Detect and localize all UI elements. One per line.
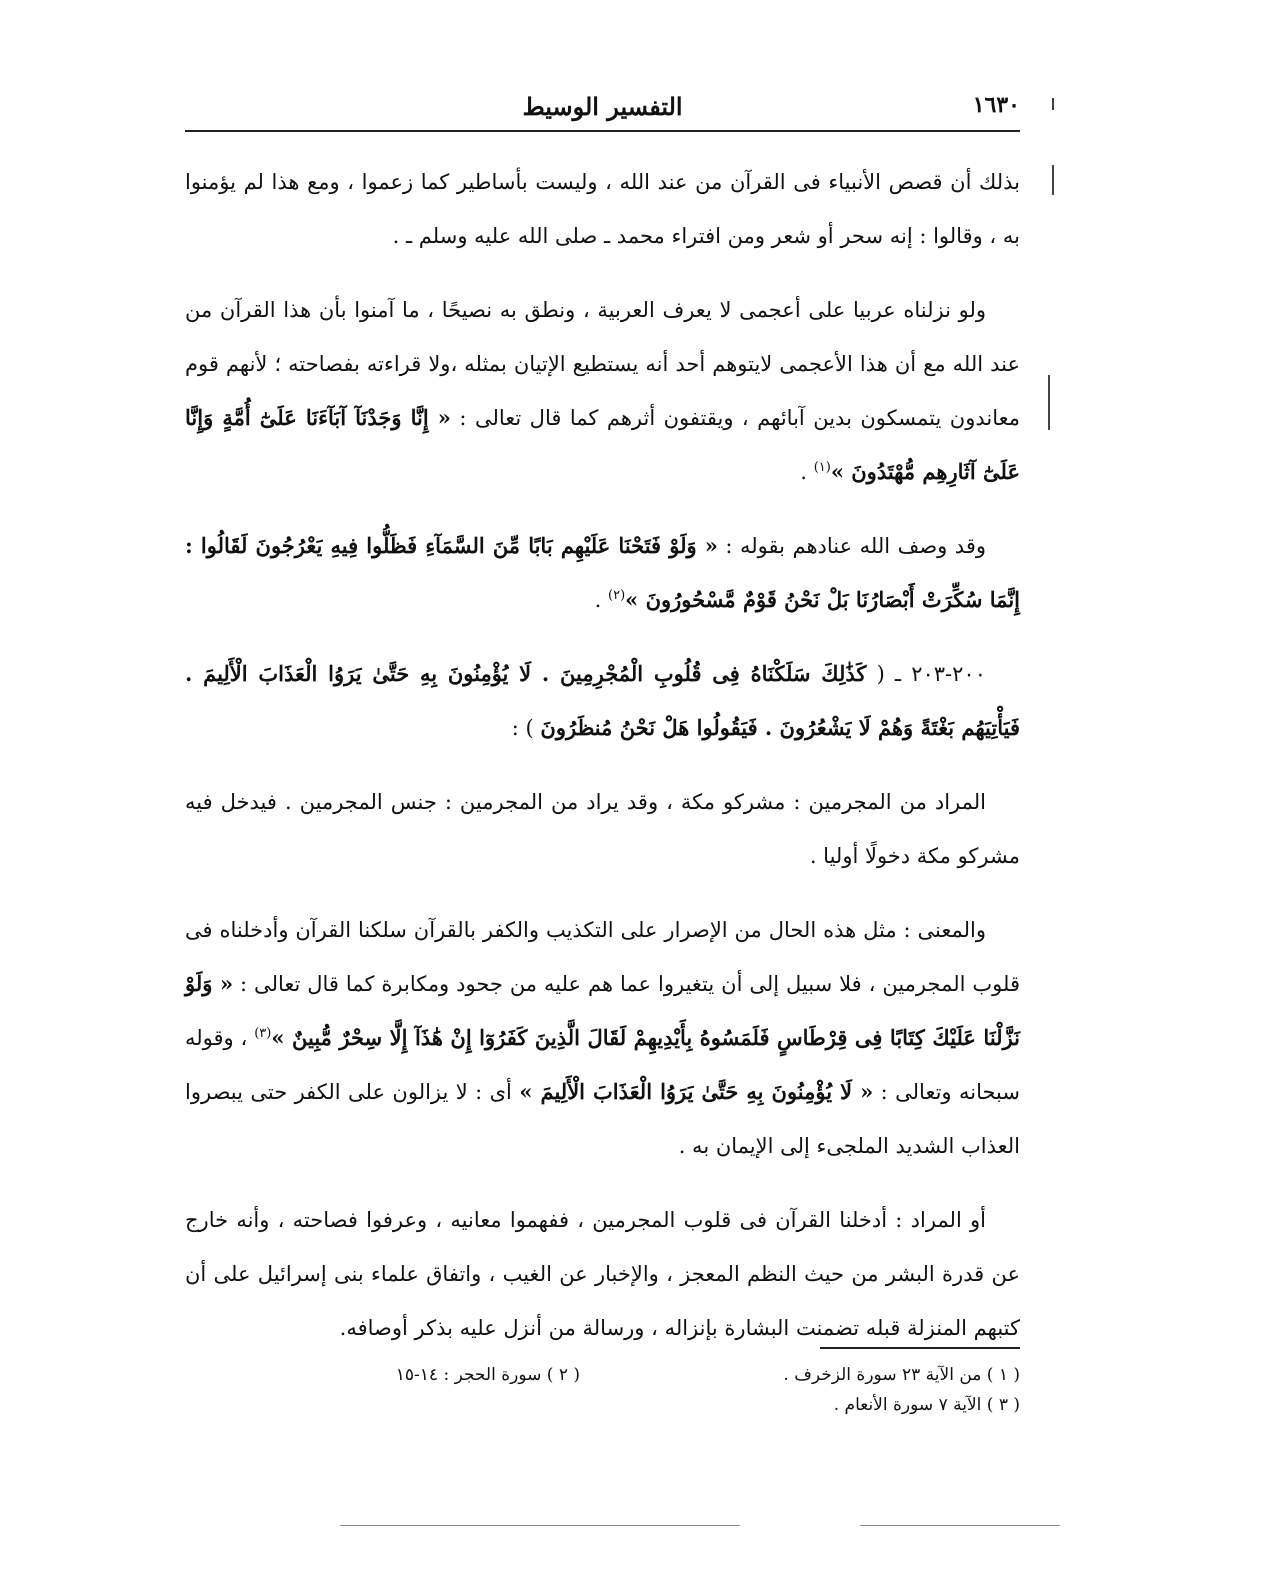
paragraph-text: ، وقوله سبحانه وتعالى : bbox=[185, 1026, 1020, 1104]
paragraph bbox=[185, 155, 1020, 263]
page-number: ١٦٣٠ bbox=[972, 92, 1020, 118]
paragraph-text: . bbox=[800, 460, 807, 484]
paragraph-text: أى : لا يزالون على الكفر حتى يبصروا العذاب الشديد الملجىء إلى الإيمان به . bbox=[185, 1080, 1020, 1158]
quran-verse: كَذَٰلِكَ سَلَكْنَاهُ فِى قُلُوبِ الْمُجْرِمِينَ . لَا يُؤْمِنُونَ بِهِ حَتَّىٰ يَرَوُا الْعَذَابَ الْأَلِيمَ . فَيَأْتِيَهُم بَغْتَةً وَهُمْ لَا يَشْعُرُونَ . فَيَقُولُوا هَلْ نَحْنُ مُنظَرُونَ bbox=[185, 661, 1020, 740]
page-header bbox=[185, 92, 1020, 126]
footnote-row bbox=[185, 1390, 1020, 1420]
paragraph bbox=[185, 283, 1020, 499]
scan-edge-line bbox=[860, 1525, 1060, 1526]
paragraph bbox=[185, 1193, 1020, 1355]
header-rule bbox=[185, 130, 1020, 132]
margin-mark bbox=[1052, 98, 1054, 110]
paragraph-text: . bbox=[594, 588, 602, 612]
footnote-ref: (٢) bbox=[608, 588, 626, 603]
scan-edge-line bbox=[340, 1525, 740, 1526]
footnote-ref: (٣) bbox=[254, 1026, 272, 1041]
running-title: التفسير الوسيط bbox=[522, 92, 683, 121]
body-text bbox=[185, 155, 1020, 1375]
footnote-3: ( ٣ ) الآية ٧ سورة الأنعام . bbox=[833, 1395, 1020, 1415]
quran-verse: « لَا يُؤْمِنُونَ بِهِ حَتَّىٰ يَرَوُا الْعَذَابَ الْأَلِيمَ » bbox=[519, 1079, 874, 1104]
quran-verse: « وَلَوْ فَتَحْنَا عَلَيْهِم بَابًا مِّنَ السَّمَآءِ فَظَلُّوا فِيهِ يَعْرُجُونَ لَقَالُوا : إِنَّمَا سُكِّرَتْ أَبْصَارُنَا بَلْ نَحْنُ قَوْمٌ مَّسْحُورُونَ » bbox=[185, 533, 1020, 612]
footnote-ref: (١) bbox=[813, 460, 831, 475]
quran-verse: « وَلَوْ نَزَّلْنَا عَلَيْكَ كِتَابًا فِى قِرْطَاسٍ فَلَمَسُوهُ بِأَيْدِيهِمْ لَقَالَ الَّذِينَ كَفَرُوٓا إِنْ هَٰذَآ إِلَّا سِحْرٌ مُّبِينٌ » bbox=[185, 971, 1020, 1050]
paragraph-text: أو المراد : أدخلنا القرآن فى قلوب المجرمين ، ففهموا معانيه ، وعرفوا فصاحته ، وأنه خارج عن قدرة البشر من حيث النظم المعجز ، والإخبار عن الغيب ، واتفاق علماء بنى إسرائيل على أن كتبهم المنزلة قبله تضمنت البشارة بإنزاله ، ورسالة من أنزل عليه بذكر أوصافه. bbox=[185, 1208, 1020, 1340]
footnote-rule bbox=[820, 1347, 1020, 1349]
quran-verse: « إِنَّا وَجَدْنَآ آبَآءَنَا عَلَىٰٓ أُمَّةٍ وَإِنَّا عَلَىٰٓ آثَارِهِم مُّهْتَدُونَ » bbox=[185, 405, 1020, 484]
paragraph bbox=[185, 519, 1020, 627]
paragraph bbox=[185, 775, 1020, 883]
margin-mark bbox=[1052, 165, 1054, 195]
paragraph-text: ) : bbox=[511, 716, 534, 740]
paragraph-text: بذلك أن قصص الأنبياء فى القرآن من عند الله ، وليست بأساطير كما زعموا ، ومع هذا لم يؤمنوا به ، وقالوا : إنه سحر أو شعر ومن افتراء محمد ـ صلى الله عليه وسلم ـ . bbox=[185, 170, 1020, 248]
footnote-1: ( ١ ) من الآية ٢٣ سورة الزخرف . bbox=[783, 1365, 1020, 1385]
verse-heading-paragraph bbox=[185, 647, 1020, 755]
paragraph-text: وقد وصف الله عنادهم بقوله : bbox=[725, 534, 986, 558]
footnote-row bbox=[185, 1360, 1020, 1390]
margin-mark bbox=[1048, 375, 1050, 430]
verse-numbers: ٢٠٠-٢٠٣ ـ ( bbox=[876, 662, 986, 686]
paragraph-text: ولو نزلناه عربيا على أعجمى لا يعرف العربية ، ونطق به نصيحًا ، ما آمنوا بأن هذا القرآن من عند الله مع أن هذا الأعجمى لايتوهم أحد أنه يستطيع الإتيان بمثله ،ولا قراءته بفصاحته ؛ لأنهم قوم معاندون يتمسكون بدين آبائهم ، ويقتفون أثرهم كما قال تعالى : bbox=[185, 298, 1020, 430]
paragraph-text: والمعنى : مثل هذه الحال من الإصرار على التكذيب والكفر بالقرآن سلكنا القرآن وأدخلناه فى قلوب المجرمين ، فلا سبيل إلى أن يتغيروا عما هم عليه من جحود ومكابرة كما قال تعالى : bbox=[185, 918, 1020, 996]
paragraph-text: المراد من المجرمين : مشركو مكة ، وقد يراد من المجرمين : جنس المجرمين . فيدخل فيه مشركو مكة دخولًا أوليا . bbox=[185, 790, 1020, 868]
paragraph bbox=[185, 903, 1020, 1173]
footnote-2: ( ٢ ) سورة الحجر : ١٤-١٥ bbox=[395, 1365, 580, 1385]
footnotes bbox=[185, 1360, 1020, 1420]
